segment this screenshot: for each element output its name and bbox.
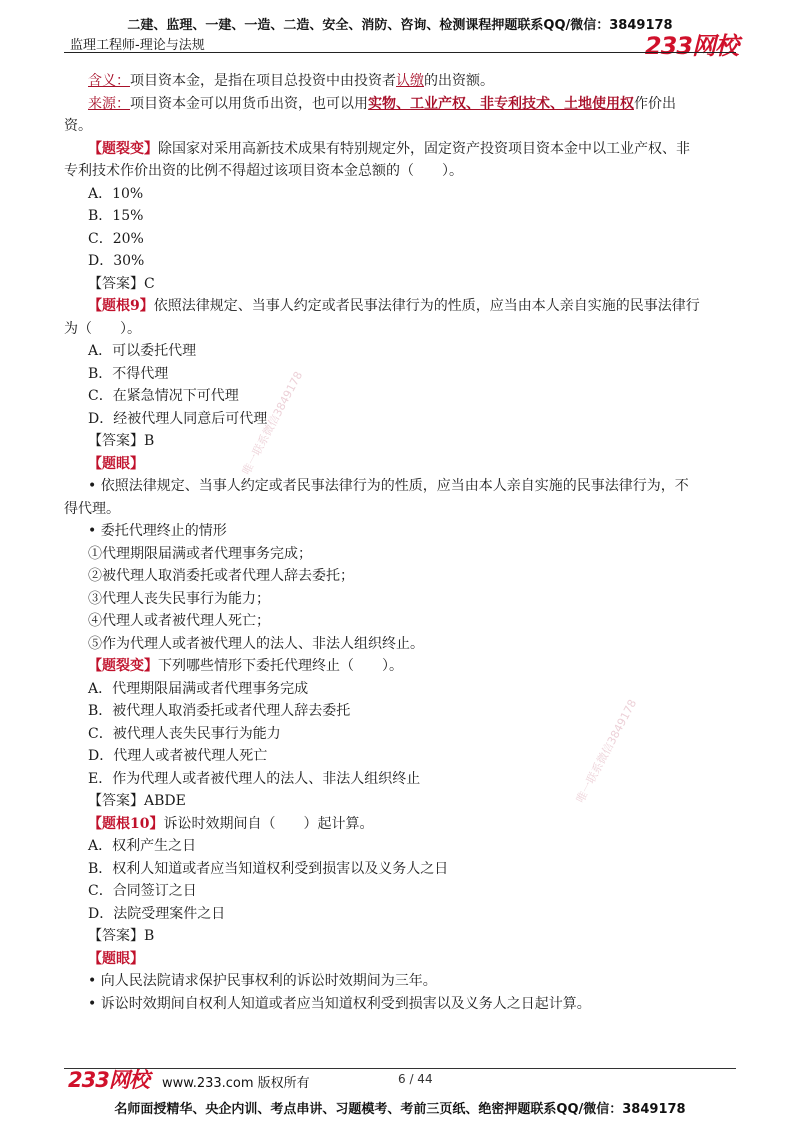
q4-option: C．合同签订之日 [88, 883, 197, 899]
header-subtitle: 监理工程师-理论与法规 [70, 38, 205, 53]
q2-point-1: • 依照法律规定、当事人约定或者民事法律行为的性质，应当由本人亲自实施的民事法律行为，不 [88, 478, 689, 494]
q2-case: ②被代理人取消委托或者代理人辞去委托； [88, 568, 354, 584]
q2-stem-line2: 为（ ）。 [64, 320, 141, 337]
q3-stem [64, 655, 740, 678]
q2-point-1-cont: 得代理。 [64, 500, 120, 517]
q2-option: C．在紧急情况下可代理 [88, 388, 239, 404]
q1-tag: 【题裂变】 [88, 140, 158, 157]
watermark-2: 唯一联系微信3849178 [573, 697, 640, 806]
q1-stem-line1: 除国家对采用高新技术成果有特别规定外，固定资产投资项目资本金中以工业产权、非 [158, 140, 690, 157]
footer-site[interactable]: www.233.com 版权所有 [162, 1076, 310, 1091]
definition-line [64, 70, 740, 93]
q2-option: D．经被代理人同意后可代理 [88, 410, 268, 427]
source-text-end: 作价出 [634, 95, 676, 112]
source-line-cont: 资。 [64, 118, 92, 134]
q1-option: C．20% [88, 230, 144, 247]
q1-stem-line2: 专利技术作价出资的比例不得超过该项目资本金总额的（ ）。 [64, 163, 463, 179]
q2-case: ①代理期限届满或者代理事务完成； [88, 545, 312, 562]
q4-stem-text: 诉讼时效期间自（ ）起计算。 [163, 815, 374, 832]
q2-case: ④代理人或者被代理人死亡； [88, 613, 270, 629]
footer-bottom-line: 名师面授精华、央企内训、考点串讲、习题模考、考前三页纸、绝密押题联系QQ/微信：3849178 [114, 1102, 686, 1117]
definition-text-end: 的出资额。 [424, 73, 494, 89]
q4-tag: 【题根10】 [88, 815, 164, 832]
q4-option: A．权利产生之日 [88, 838, 197, 854]
q3-option: A．代理期限届满或者代理事务完成 [88, 680, 309, 697]
q4-option: B．权利人知道或者应当知道权利受到损害以及义务人之日 [88, 860, 449, 877]
header-top-line: 二建、监理、一建、一造、二造、安全、消防、咨询、检测课程押题联系QQ/微信：3849178 [127, 18, 673, 33]
q4-point-1: • 向人民法院请求保护民事权利的诉讼时效期间为三年。 [88, 973, 437, 989]
header-rule [64, 52, 736, 53]
q3-tag: 【题裂变】 [88, 658, 158, 674]
source-line [64, 93, 740, 116]
q4-key-point-tag: 【题眼】 [88, 950, 144, 967]
q2-case: ③代理人丧失民事行为能力； [88, 590, 270, 607]
q4-option: D．法院受理案件之日 [88, 905, 226, 922]
q3-stem-text: 下列哪些情形下委托代理终止（ ）。 [158, 658, 403, 674]
q1-option: A．10% [88, 185, 144, 202]
watermark-1: 唯一联系微信3849178 [239, 369, 306, 478]
q4-answer: 【答案】B [88, 928, 155, 944]
q3-option: E．作为代理人或者被代理人的法人、非法人组织终止 [88, 770, 421, 787]
brand-logo-top: 233网校 [644, 32, 738, 60]
q2-point-2: • 委托代理终止的情形 [88, 523, 227, 539]
q2-stem [64, 295, 740, 318]
q2-key-point-tag: 【题眼】 [88, 455, 144, 472]
q4-point-2: • 诉讼时效期间自权利人知道或者应当知道权利受到损害以及义务人之日起计算。 [88, 995, 591, 1012]
q2-tag: 【题根9】 [88, 298, 154, 314]
q2-answer: 【答案】B [88, 433, 155, 449]
q3-option: D．代理人或者被代理人死亡 [88, 748, 268, 764]
footer-rule [64, 1068, 736, 1069]
q2-case: ⑤作为代理人或者被代理人的法人、非法人组织终止。 [88, 635, 424, 652]
q2-option: A．可以委托代理 [88, 343, 197, 359]
q2-stem-line1: 依照法律规定、当事人约定或者民事法律行为的性质，应当由本人亲自实施的民事法律行 [153, 298, 700, 314]
q3-option: B．被代理人取消委托或者代理人辞去委托 [88, 703, 351, 719]
source-label: 来源： [88, 95, 130, 112]
q2-option: B．不得代理 [88, 365, 169, 382]
q3-option: C．被代理人丧失民事行为能力 [88, 725, 281, 742]
q1-stem [64, 138, 740, 161]
page-number: 6 / 44 [398, 1072, 433, 1086]
definition-label: 含义： [88, 73, 130, 89]
source-text: 项目资本金可以用货币出资，也可以用 [130, 95, 368, 112]
source-highlight: 实物、工业产权、非专利技术、土地使用权 [368, 95, 634, 112]
q1-option: B．15% [88, 208, 144, 224]
q4-stem [64, 813, 740, 836]
definition-text: 项目资本金，是指在项目总投资中由投资者 [130, 73, 396, 89]
document-body [64, 70, 740, 1015]
q1-answer: 【答案】C [88, 275, 155, 292]
definition-highlight: 认缴 [396, 73, 424, 89]
q1-option: D．30% [88, 253, 145, 269]
q3-answer: 【答案】ABDE [88, 793, 186, 809]
brand-logo-bottom: 233网校 [68, 1068, 149, 1092]
